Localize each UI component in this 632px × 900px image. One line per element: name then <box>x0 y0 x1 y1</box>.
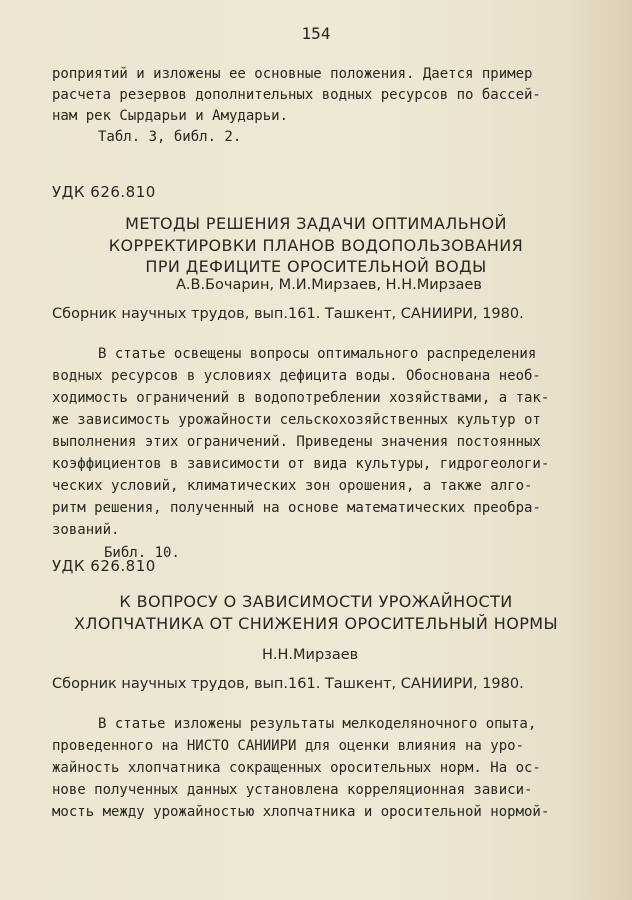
abstract-line: жайность хлопчатника сокращенных оросительных норм. На ос- <box>52 760 541 776</box>
footnote: Табл. 3, библ. 2. <box>98 129 242 145</box>
article-title: КОРРЕКТИРОВКИ ПЛАНОВ ВОДОПОЛЬЗОВАНИЯ <box>108 236 524 255</box>
article-authors: Н.Н.Мирзаев <box>262 647 359 663</box>
abstract-line: В статье освещены вопросы оптимального распределения <box>98 346 537 362</box>
footnote: Библ. 10. <box>104 545 180 561</box>
text-line: роприятий и изложены ее основные положения. Дается пример <box>52 66 533 82</box>
abstract-line: коэффициентов в зависимости от вида культуры, гидрогеологи- <box>52 456 550 472</box>
abstract-line: мость между урожайностью хлопчатника и оросительной нормой- <box>52 804 550 820</box>
text-line: расчета резервов дополнительных водных ресурсов по бассей- <box>52 87 541 103</box>
text-line: нам рек Сырдарьи и Амударьи. <box>52 108 289 124</box>
abstract-line: зований. <box>52 522 120 538</box>
udk-code: УДК 626.810 <box>52 557 156 575</box>
abstract-line: же зависимость урожайности сельскохозяйственных культур от <box>52 412 541 428</box>
abstract-line: ходимость ограничений в водопотреблении хозяйствами, а так- <box>52 390 550 406</box>
abstract-line: В статье изложены результаты мелкоделяночного опыта, <box>98 716 537 732</box>
abstract-line: нове полученных данных установлена корреляционная зависи- <box>52 782 533 798</box>
article-title: К ВОПРОСУ О ЗАВИСИМОСТИ УРОЖАЙНОСТИ <box>119 592 513 611</box>
udk-code: УДК 626.810 <box>52 183 156 201</box>
abstract-line: проведенного на НИСТО САНИИРИ для оценки влияния на уро- <box>52 738 525 754</box>
article-source: Сборник научных трудов, вып.161. Ташкент, САНИИРИ, 1980. <box>52 306 524 322</box>
article-source: Сборник научных трудов, вып.161. Ташкент, САНИИРИ, 1980. <box>52 676 524 692</box>
article-title: ПРИ ДЕФИЦИТЕ ОРОСИТЕЛЬНОЙ ВОДЫ <box>145 257 487 276</box>
article-authors: А.В.Бочарин, М.И.Мирзаев, Н.Н.Мирзаев <box>176 277 482 293</box>
abstract-line: водных ресурсов в условиях дефицита воды. Обоснована необ- <box>52 368 541 384</box>
abstract-line: выполнения этих ограничений. Приведены значения постоянных <box>52 434 541 450</box>
page-number: 154 <box>301 24 331 43</box>
article-title: ХЛОПЧАТНИКА ОТ СНИЖЕНИЯ ОРОСИТЕЛЬНЫЙ НОРМЫ <box>74 614 558 633</box>
abstract-line: ческих условий, климатических зон орошения, а также алго- <box>52 478 533 494</box>
article-title: МЕТОДЫ РЕШЕНИЯ ЗАДАЧИ ОПТИМАЛЬНОЙ <box>125 214 507 233</box>
abstract-line: ритм решения, полученный на основе математических преобра- <box>52 500 541 516</box>
